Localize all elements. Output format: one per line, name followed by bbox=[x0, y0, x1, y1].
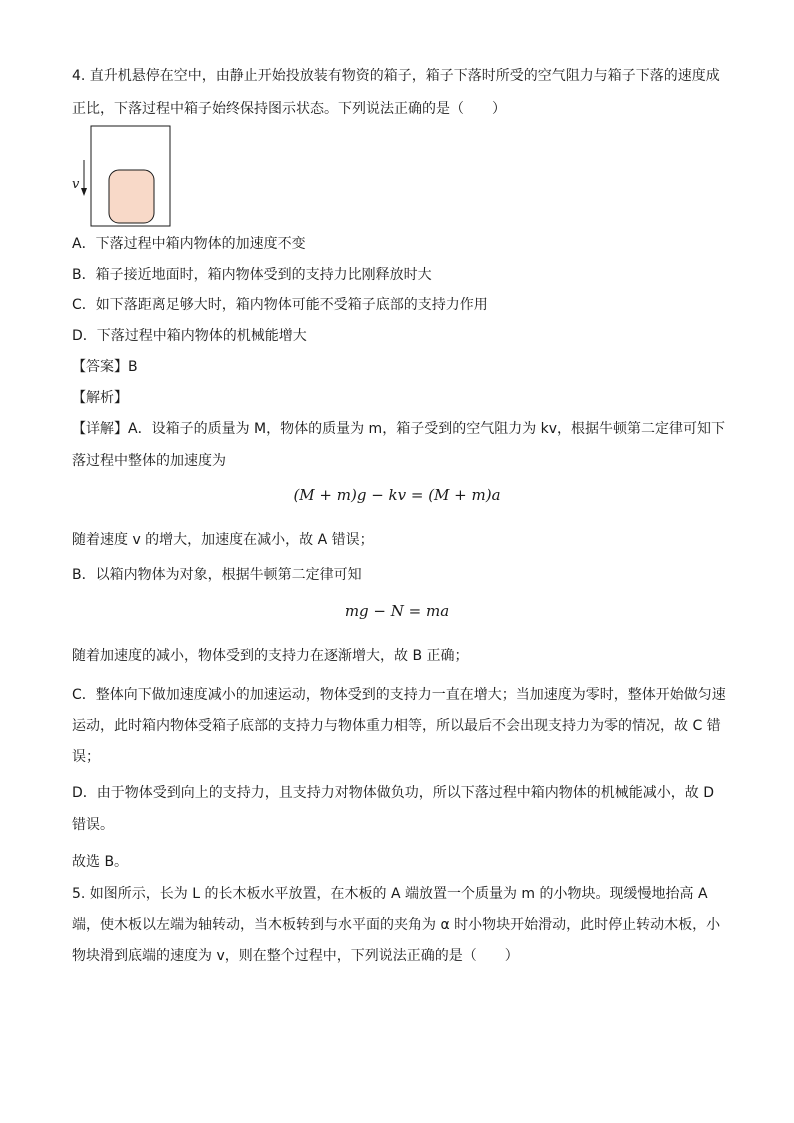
q4-d-line1: D．由于物体受到向上的支持力，且支持力对物体做负功，所以下落过程中箱内物体的机械能减小，故 D bbox=[72, 785, 715, 801]
q4-c-line2: 运动，此时箱内物体受箱子底部的支持力与物体重力相等，所以最后不会出现支持力为零的情况，故 C 错 bbox=[72, 718, 721, 734]
q4-option-b: B．箱子接近地面时，箱内物体受到的支持力比刚释放时大 bbox=[72, 267, 432, 283]
q4-final: 故选 B。 bbox=[72, 854, 129, 870]
falling-box-diagram bbox=[70, 124, 180, 228]
q4-answer: 【答案】B bbox=[72, 359, 138, 375]
q4-a-conclusion: 随着速度 v 的增大，加速度在减小，故 A 错误； bbox=[72, 532, 374, 548]
q5-line2: 端，使木板以左端为轴转动，当木板转到与水平面的夹角为 α 时小物块开始滑动，此时停止转动木板，小 bbox=[72, 917, 721, 933]
q4-b-intro: B．以箱内物体为对象，根据牛顿第二定律可知 bbox=[72, 567, 362, 583]
velocity-label: v bbox=[72, 177, 80, 192]
q4-figure bbox=[70, 124, 180, 228]
q4-stem-line1: 4. 直升机悬停在空中，由静止开始投放装有物资的箱子，箱子下落时所受的空气阻力与箱子下落的速度成 bbox=[72, 68, 720, 84]
q4-option-a: A．下落过程中箱内物体的加速度不变 bbox=[72, 236, 306, 252]
q4-c-line1: C．整体向下做加速度减小的加速运动，物体受到的支持力一直在增大；当加速度为零时，整体开始做匀速 bbox=[72, 687, 726, 703]
q4-option-d: D．下落过程中箱内物体的机械能增大 bbox=[72, 328, 307, 344]
q4-formula-1: (M + m)g − kv = (M + m)a bbox=[293, 486, 501, 504]
q5-line1: 5. 如图所示，长为 L 的长木板水平放置，在木板的 A 端放置一个质量为 m 的小物块。现缓慢地抬高 A bbox=[72, 886, 708, 902]
q4-option-c: C．如下落距离足够大时，箱内物体可能不受箱子底部的支持力作用 bbox=[72, 297, 488, 313]
inner-object bbox=[109, 170, 154, 223]
q4-d-line2: 错误。 bbox=[72, 817, 114, 833]
q4-b-conclusion: 随着加速度的减小，物体受到的支持力在逐渐增大，故 B 正确； bbox=[72, 648, 469, 664]
velocity-arrow-head bbox=[81, 188, 87, 196]
q4-stem-line2: 正比，下落过程中箱子始终保持图示状态。下列说法正确的是（ ） bbox=[72, 101, 506, 117]
q4-analysis-heading: 【解析】 bbox=[72, 390, 128, 406]
q4-detail-line2: 落过程中整体的加速度为 bbox=[72, 453, 226, 469]
q5-line3: 物块滑到底端的速度为 v，则在整个过程中，下列说法正确的是（ ） bbox=[72, 948, 519, 964]
q4-formula-2: mg − N = ma bbox=[344, 602, 450, 620]
q4-c-line3: 误； bbox=[72, 749, 100, 765]
q4-detail-line1: 【详解】A．设箱子的质量为 M，物体的质量为 m，箱子受到的空气阻力为 kv，根据牛顿第二定律可知下 bbox=[72, 421, 726, 437]
